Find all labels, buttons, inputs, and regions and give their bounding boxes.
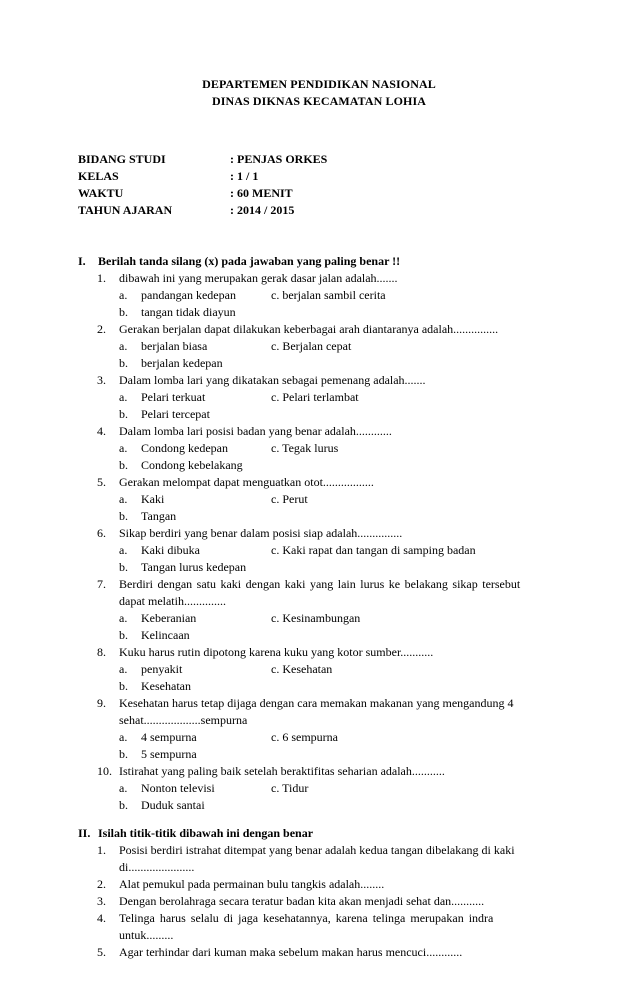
header-department: DEPARTEMEN PENDIDIKAN NASIONAL [202, 77, 436, 91]
option-c: c. berjalan sambil cerita [271, 288, 386, 302]
question-text-continued: di...................... [119, 860, 195, 874]
section-title: Isilah titik-titik dibawah ini dengan benar [98, 826, 314, 840]
option-c: c. Perut [271, 492, 308, 506]
option-text: Kelincaan [141, 628, 190, 642]
option-text: pandangan kedepan [141, 288, 236, 302]
question-text-continued: sehat...................sempurna [119, 713, 248, 727]
option-text: penyakit [141, 662, 183, 676]
question-text: Sikap berdiri yang benar dalam posisi siap adalah............... [119, 526, 403, 540]
question-number: 8. [97, 645, 106, 659]
info-value: : 60 MENIT [230, 186, 293, 200]
option-text: berjalan kedepan [141, 356, 223, 370]
option-text: Duduk santai [141, 798, 205, 812]
option-text: Tangan [141, 509, 177, 523]
question-text: Dalam lomba lari posisi badan yang benar adalah............ [119, 424, 392, 438]
question-number: 1. [97, 843, 106, 857]
question-text: Dalam lomba lari yang dikatakan sebagai pemenang adalah....... [119, 373, 426, 387]
option-c: c. Kesinambungan [271, 611, 361, 625]
question-number: 4. [97, 424, 106, 438]
question-text: Istirahat yang paling baik setelah beraktifitas seharian adalah........... [119, 764, 445, 778]
info-value: : 2014 / 2015 [230, 203, 295, 217]
option-c: c. Berjalan cepat [271, 339, 352, 353]
question-number: 3. [97, 894, 106, 908]
option-text: Condong kedepan [141, 441, 228, 455]
question-text: Gerakan berjalan dapat dilakukan keberbagai arah diantaranya adalah............... [119, 322, 499, 336]
option-text: Kaki dibuka [141, 543, 200, 557]
header-office: DINAS DIKNAS KECAMATAN LOHIA [211, 94, 427, 108]
question-text: Dengan berolahraga secara teratur badan kita akan menjadi sehat dan........... [119, 894, 485, 908]
option-text: 4 sempurna [141, 730, 197, 744]
question-text: Agar terhindar dari kuman maka sebelum makan harus mencuci............ [119, 945, 463, 959]
question-number: 6. [97, 526, 106, 540]
option-c: c. Tegak lurus [271, 441, 339, 455]
info-label: KELAS [78, 169, 119, 183]
option-text: Kaki [141, 492, 165, 506]
option-c: c. Kesehatan [271, 662, 333, 676]
option-text: Tangan lurus kedepan [141, 560, 247, 574]
question-number: 7. [97, 577, 106, 591]
question-text-continued: untuk......... [119, 928, 174, 942]
info-label: WAKTU [78, 186, 124, 200]
question-text-continued: dapat melatih.............. [119, 594, 226, 608]
question-text: dibawah ini yang merupakan gerak dasar jalan adalah....... [119, 271, 398, 285]
info-label: TAHUN AJARAN [78, 203, 173, 217]
option-text: berjalan biasa [141, 339, 208, 353]
option-text: Keberanian [141, 611, 197, 625]
question-number: 2. [97, 322, 106, 336]
question-number: 2. [97, 877, 106, 891]
option-text: Nonton televisi [141, 781, 215, 795]
question-text: Kesehatan harus tetap dijaga dengan cara memakan makanan yang mengandung 4 [119, 696, 514, 710]
question-number: 4. [97, 911, 106, 925]
section-title: Berilah tanda silang (x) pada jawaban yang paling benar !! [98, 254, 401, 268]
question-text: Gerakan melompat dapat menguatkan otot................. [119, 475, 374, 489]
section-numeral: I. [78, 254, 86, 268]
option-text: Pelari terkuat [141, 390, 206, 404]
option-text: Condong kebelakang [141, 458, 243, 472]
info-value: : PENJAS ORKES [230, 152, 328, 166]
option-text: Kesehatan [141, 679, 191, 693]
question-number: 5. [97, 945, 106, 959]
option-c: c. 6 sempurna [271, 730, 338, 744]
option-c: c. Kaki rapat dan tangan di samping badan [271, 543, 476, 557]
option-c: c. Tidur [271, 781, 309, 795]
question-number: 9. [97, 696, 106, 710]
option-c: c. Pelari terlambat [271, 390, 359, 404]
question-text: Posisi berdiri istrahat ditempat yang benar adalah kedua tangan dibelakang di kaki [119, 843, 515, 857]
question-number: 10. [97, 764, 112, 778]
info-value: : 1 / 1 [230, 169, 259, 183]
question-text: Kuku harus rutin dipotong karena kuku yang kotor sumber........... [119, 645, 434, 659]
question-text: Alat pemukul pada permainan bulu tangkis adalah........ [119, 877, 385, 891]
option-text: 5 sempurna [141, 747, 197, 761]
exam-page: DEPARTEMEN PENDIDIKAN NASIONAL DINAS DIKNAS KECAMATAN LOHIA BIDANG STUDI : PENJAS ORKES KELAS : 1 / 1 WAKTU : 60 MENIT TAHUN AJARAN : 2014 / 2015 I. Berilah tanda silang (x) pada jawaban yang paling benar !! 1. dibawah ini yang merupakan gerak dasar jalan adalah....... a. pandangan kedepan c. berjalan sambil cerita b. tangan tidak diayun 2. Gerakan berjalan dapat dilakukan keberbagai arah diantaranya adalah............... a. berjalan biasa c. Berjalan cepat b. berjalan kedepan 3. Dalam lomba lari yang dikatakan sebagai pemenang adalah....... a. Pelari terkuat c. Pelari terlambat b. Pelari tercepat 4. Dalam lomba lari posisi badan yang benar adalah............ a. Condong kedepan c. Tegak lurus b. Condong kebelakang 5. Gerakan melompat dapat menguatkan otot................. a. Kaki c. Perut b. Tangan 6. Sikap berdiri yang benar dalam posisi siap adalah............... a. Kaki dibuka c. Kaki rapat dan tangan di samping badan b. Tangan lurus kedepan 7. Berdiri dengan satu kaki dengan kaki yang lain lurus ke belakang sikap tersebut dapat melatih.............. a. Keberanian c. Kesinambungan b. Kelincaan 8. Kuku harus rutin dipotong karena kuku yang kotor sumber........... a. penyakit c. Kesehatan b. Kesehatan 9. Kesehatan harus tetap dijaga dengan cara memakan makanan yang mengandung 4 sehat...................sempurna a. 4 sempurna c. 6 sempurna b. 5 sempurna 10. Istirahat yang paling baik setelah beraktifitas seharian adalah........... a. Nonton televisi c. Tidur b. Duduk santai II. Isilah titik-titik dibawah ini dengan benar 1. Posisi berdiri istrahat ditempat yang benar adalah kedua tangan dibelakang di kaki di...................... 2. Alat pemukul pada permainan bulu tangkis adalah........ 3. Dengan berolahraga secara teratur badan kita akan menjadi sehat dan........... 4. Telinga harus selalu di jaga kesehatannya, karena telinga merupakan indra untuk......... 5. Agar terhindar dari kuman maka sebelum makan harus mencuci............ [0, 0, 638, 1002]
option-text: Pelari tercepat [141, 407, 210, 421]
question-number: 5. [97, 475, 106, 489]
question-text: Berdiri dengan satu kaki dengan kaki yang lain lurus ke belakang sikap tersebut [119, 577, 521, 591]
info-label: BIDANG STUDI [78, 152, 166, 166]
question-number: 1. [97, 271, 106, 285]
question-number: 3. [97, 373, 106, 387]
question-text: Telinga harus selalu di jaga kesehatannya, karena telinga merupakan indra [119, 911, 494, 925]
option-text: tangan tidak diayun [141, 305, 236, 319]
section-numeral: II. [78, 826, 91, 840]
